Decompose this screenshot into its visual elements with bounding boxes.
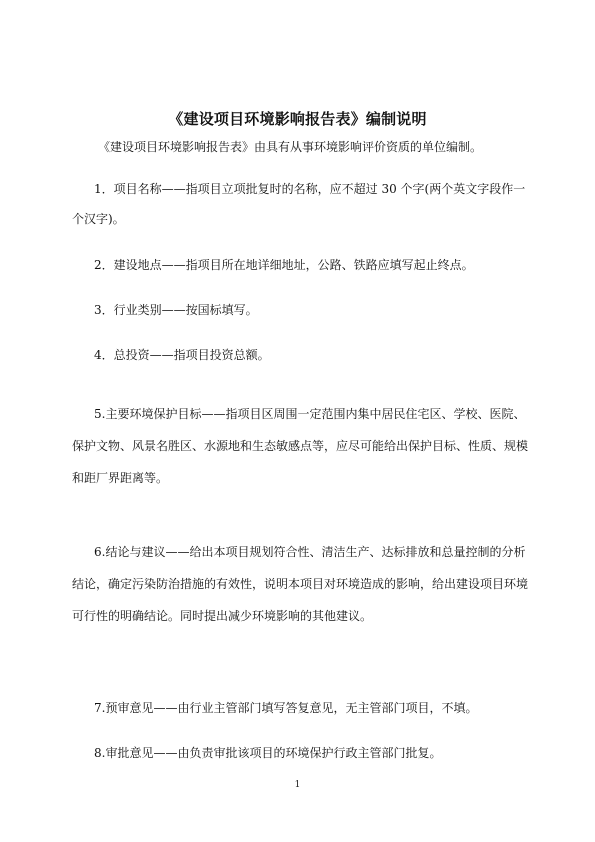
item-6-line-2: 结论，确定污染防治措施的有效性，说明本项目对环境造成的影响，给出建设项目环境 — [72, 577, 529, 591]
document-title: 《建设项目环境影响报告表》编制说明 — [168, 110, 427, 128]
item-6-line-1: 6.结论与建议——给出本项目规划符合性、清洁生产、达标排放和总量控制的分析 — [94, 545, 526, 559]
item-4-investment — [72, 339, 532, 371]
item-6-line-3: 可行性的明确结论。同时提出减少环境影响的其他建议。 — [72, 609, 373, 623]
item-4-line-1: 4．总投资——指项目投资总额。 — [94, 348, 270, 362]
item-5-line-1: 5.主要环境保护目标——指项目区周围一定范围内集中居民住宅区、学校、医院、 — [94, 407, 526, 421]
item-2-line-1: 2．建设地点——指项目所在地详细地址，公路、铁路应填写起止终点。 — [94, 258, 474, 272]
item-1-line-1: 1．项目名称——指项目立项批复时的名称，应不超过 30 个字(两个英文字段作一 — [94, 182, 526, 196]
item-3-industry — [72, 294, 532, 326]
item-1-line-2: 个汉字)。 — [72, 212, 125, 226]
item-8-approval — [72, 737, 532, 769]
item-6-conclusions — [72, 536, 532, 632]
item-5-line-3: 和距厂界距离等。 — [72, 471, 169, 485]
item-7-pre-review — [72, 692, 532, 724]
item-7-line-1: 7.预审意见——由行业主管部门填写答复意见，无主管部门项目，不填。 — [94, 701, 478, 715]
item-5-line-2: 保护文物、风景名胜区、水源地和生态敏感点等，应尽可能给出保护目标、性质、规模 — [72, 439, 529, 453]
page-number: 1 — [294, 780, 301, 790]
item-5-protection-targets — [72, 398, 532, 494]
item-3-line-1: 3．行业类别——按国标填写。 — [94, 303, 258, 317]
item-1-project-name — [72, 174, 532, 234]
item-8-line-1: 8.审批意见——由负责审批该项目的环境保护行政主管部门批复。 — [94, 746, 442, 760]
intro-paragraph: 《建设项目环境影响报告表》由具有从事环境影响评价资质的单位编制。 — [98, 140, 483, 154]
item-2-location — [72, 249, 532, 281]
